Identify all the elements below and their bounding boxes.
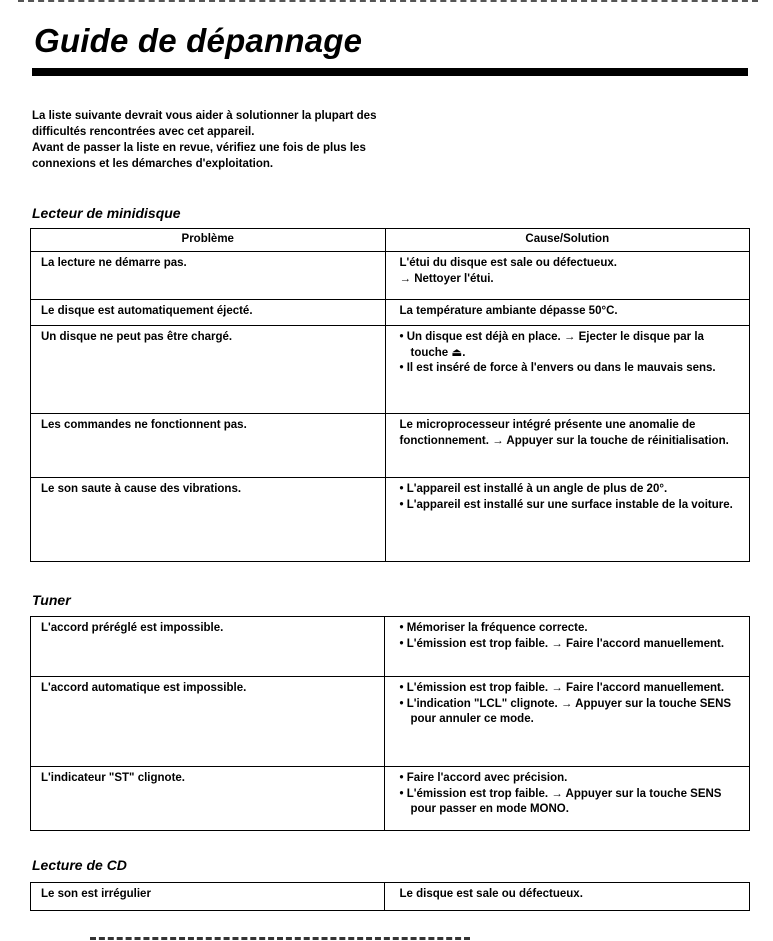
page-title: Guide de dépannage <box>34 22 363 59</box>
solution-bullet: • Un disque est déjà en place. → Ejecter le disque par la touche ⏏. <box>399 331 704 359</box>
table-row <box>31 767 750 831</box>
section-title-minidisc: Lecteur de minidisque <box>32 205 181 221</box>
intro-line: connexions et les démarches d'exploitation. <box>32 158 274 170</box>
solution-bullet: • L'émission est trop faible. → Appuyer sur la touche SENS pour passer en mode MONO. <box>399 787 722 815</box>
bottom-edge-rule <box>90 937 470 940</box>
troubleshooting-table-tuner <box>30 616 750 831</box>
problem-cell: L'accord préréglé est impossible. <box>31 617 385 677</box>
table-row <box>31 478 750 562</box>
problem-cell: La lecture ne démarre pas. <box>31 252 386 300</box>
solution-line: Le microprocesseur intégré présente une anomalie de fonctionnement. → Appuyer sur la touche de réinitialisation. <box>399 419 729 447</box>
table-row <box>31 677 750 767</box>
solution-bullet: • L'appareil est installé à un angle de plus de 20°. <box>399 483 668 495</box>
table-row <box>31 252 750 300</box>
intro-paragraph <box>32 108 502 172</box>
solution-bullet: • L'appareil est installé sur une surface instable de la voiture. <box>399 498 733 511</box>
table-row <box>31 326 750 414</box>
solution-cell <box>385 478 750 562</box>
solution-cell <box>385 326 750 414</box>
solution-bullet: • L'émission est trop faible. → Faire l'accord manuellement. <box>399 637 725 650</box>
solution-cell <box>385 617 750 677</box>
solution-line: → Nettoyer l'étui. <box>399 272 494 285</box>
problem-cell: L'accord automatique est impossible. <box>31 677 385 767</box>
solution-line: L'étui du disque est sale ou défectueux. <box>399 257 617 269</box>
solution-line: La température ambiante dépasse 50°C. <box>399 305 618 317</box>
table-row <box>31 414 750 478</box>
solution-cell <box>385 883 750 911</box>
troubleshooting-table-minidisc <box>30 228 750 562</box>
intro-line: La liste suivante devrait vous aider à solutionner la plupart des <box>32 110 377 122</box>
problem-cell: Le son est irrégulier <box>31 883 385 911</box>
solution-bullet: • Faire l'accord avec précision. <box>399 772 568 784</box>
table-row <box>31 300 750 326</box>
problem-cell: Le son saute à cause des vibrations. <box>31 478 386 562</box>
solution-cell <box>385 252 750 300</box>
table-header-row <box>31 229 750 252</box>
solution-cell <box>385 767 750 831</box>
top-edge-rule <box>18 0 758 6</box>
solution-cell <box>385 677 750 767</box>
solution-cell <box>385 414 750 478</box>
title-underline-bar <box>32 68 748 76</box>
problem-cell: Le disque est automatiquement éjecté. <box>31 300 386 326</box>
problem-cell: L'indicateur "ST" clignote. <box>31 767 385 831</box>
solution-bullet: • L'émission est trop faible. → Faire l'accord manuellement. <box>399 682 725 694</box>
solution-cell <box>385 300 750 326</box>
intro-line: Avant de passer la liste en revue, vérifiez une fois de plus les <box>32 142 366 154</box>
section-title-tuner: Tuner <box>32 592 71 608</box>
solution-bullet: • L'indication "LCL" clignote. → Appuyer sur la touche SENS pour annuler ce mode. <box>399 697 732 725</box>
table-row <box>31 883 750 911</box>
table-row <box>31 617 750 677</box>
column-header-problem: Problème <box>31 229 386 252</box>
problem-cell: Un disque ne peut pas être chargé. <box>31 326 386 414</box>
solution-bullet: • Mémoriser la fréquence correcte. <box>399 622 588 634</box>
problem-cell: Les commandes ne fonctionnent pas. <box>31 414 386 478</box>
intro-line: difficultés rencontrées avec cet appareil. <box>32 126 255 138</box>
solution-line: Le disque est sale ou défectueux. <box>399 888 583 900</box>
troubleshooting-table-cd <box>30 882 750 911</box>
section-title-cd: Lecture de CD <box>32 857 127 873</box>
column-header-solution: Cause/Solution <box>385 229 750 252</box>
solution-bullet: • Il est inséré de force à l'envers ou dans le mauvais sens. <box>399 362 716 374</box>
